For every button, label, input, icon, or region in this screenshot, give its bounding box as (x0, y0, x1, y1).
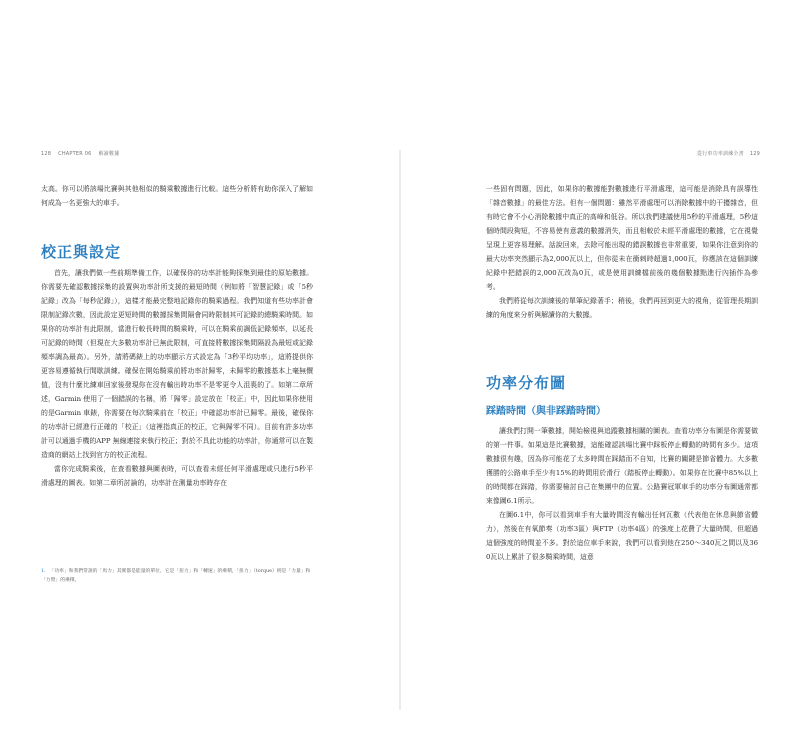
chapter-title: 解讀數據 (98, 151, 120, 157)
paragraph: 我們將從每次訓練後的單筆紀錄著手；稍後，我們再回到更大的視角，從管理長期訓練的角度來分析與解讀你的大數據。 (486, 297, 758, 319)
paragraph: 首先，讓我們做一些前期準備工作，以確保你的功率計能夠採集到最佳的原始數據。你需要先確認數據採集的設置與功率計所支援的最短時間（例如將「智慧記錄」或「5秒記錄」改為「每秒記錄」），這樣才能最完整地記錄你的騎乘過程。我們知道有些功率計會限制記錄次數，因此設定更短時間的數據採集間隔會同時限制其可記錄的總騎乘時間。如果你的功率計有此限制，當進行較長時間的騎乘時，可以在騎乘前調低記錄頻率，以延長可記錄的時間（但現在大多數功率計已無此限制，可直接將數據採集間隔設為最短或記錄頻率調為最高）。另外，請將碼錶上的功率顯示方式設定為「3秒平均功率」，這將提供你更容易遵循執行間歇訓練。確保在開始騎乘前將功率計歸零，未歸零的數據基本上毫無價值，沒有什麼比練車回家後發現你在沒有輸出時功率不是零更令人沮喪的了。如第二章所述，Garmin 使用了一個錯誤的名稱，將「歸零」設定放在「校正」中，因此如果你使用的是Garmin 車錶，你需要在每次騎乘前在「校正」中確認功率計已歸零。最後，確保你的功率計已經進行正確的「校正」（這裡指真正的校正，它與歸零不同）。目前有許多功率計可以通過手機的APP 無線連接來執行校正；對於不具此功能的功率計，你通常可以在製造商的網站上找到官方的校正流程。 (41, 269, 313, 459)
left-body-text (41, 266, 313, 490)
footnote (41, 567, 313, 585)
right-running-head (691, 150, 760, 157)
footnote-text: 「功率」和我們常說的「馬力」其實都是能量的單位，它是「扭力」和「轉速」的乘積，「扭力」（torque）則是「力量」和「力臂」的乘積。 (41, 569, 311, 583)
paragraph: 一些固有問題，因此，如果你的數據能對數據進行平滑處理，這可能是消除具有誤導性「雜音數據」的最佳方法。但有一個問題：雖然平滑處理可以消除數據中的干擾雜音，但有時它會不小心消除數據中真正的高峰和低谷。所以我們建議使用5秒的平滑處理，5秒這個時間段夠短，不容易使有意義的數據消失，而且相較於未經平滑處理的數據，它在視覺呈現上更容易理解。話說回來，去除可能出現的錯誤數據也非常重要，如果你注意到你的最大功率突然顯示為2,000瓦以上，但你從未在衝刺時超過1,000瓦，你應該在這個訓練紀錄中把錯誤的2,000瓦改為0瓦，或是使用訓練檔前後的幾個數據點進行內插作為參考。 (486, 185, 758, 291)
left-page-number: 128 (41, 151, 52, 157)
paragraph: 在圖6.1中，你可以看到車手有大量時間沒有輸出任何瓦數（代表他在休息與節省體力），然後在有氧節奏（功率3區）與FTP（功率4區）的強度上花費了大量時間，但超過這個強度的時間並不多。對於這位車手來說，我們可以看到他在250～340瓦之間以及360瓦以上累計了很多騎乘時間，這意 (486, 511, 758, 561)
right-page-number: 129 (749, 151, 760, 157)
chapter-label: CHAPTER 06 (58, 151, 92, 157)
left-intro-text (41, 182, 313, 210)
left-running-head (41, 150, 126, 157)
paragraph: 讓我們打開一筆數據，開始檢視與追蹤數據相關的圖表。查看功率分布圖是你需要做的第一件事。如果這是比賽數據，這能確認該場比賽中踩板停止轉動的時間有多少。這項數據很有趣，因為你可能花了太多時間在踩踏而不自知，比賽的關鍵是節省體力。大多數獲勝的公路車手至少有15%的時間用於滑行（踏板停止轉動）。如果你在比賽中85%以上的時間都在踩踏，你需要檢討自己在集團中的位置。公路賽冠軍車手的功率分布圖通常都來像圖6.1所示。 (486, 427, 758, 505)
paragraph: 當你完成騎乘後，在查看數據與圖表時，可以查看未經任何平滑處理或只進行5秒平滑處理的圖表。如第二章所討論的，功率計在測量功率時存在 (41, 465, 313, 487)
subheading-pedaling-time: 踩踏時間（與非踩踏時間） (486, 406, 606, 417)
right-top-text (486, 182, 758, 322)
section-heading-calibration: 校正與設定 (41, 243, 122, 261)
intro-paragraph: 太高。你可以將該場比賽與其他相似的騎乘數據進行比較。這些分析將有助你深入了解如何成為一名更強大的車手。 (41, 185, 313, 207)
footnote-number: 1. (41, 569, 46, 574)
right-page (400, 0, 800, 744)
right-bottom-text (486, 424, 758, 564)
section-heading-power-distribution: 功率分布圖 (486, 374, 567, 392)
right-header-title: 從行車功率訓練全書 (697, 151, 744, 157)
